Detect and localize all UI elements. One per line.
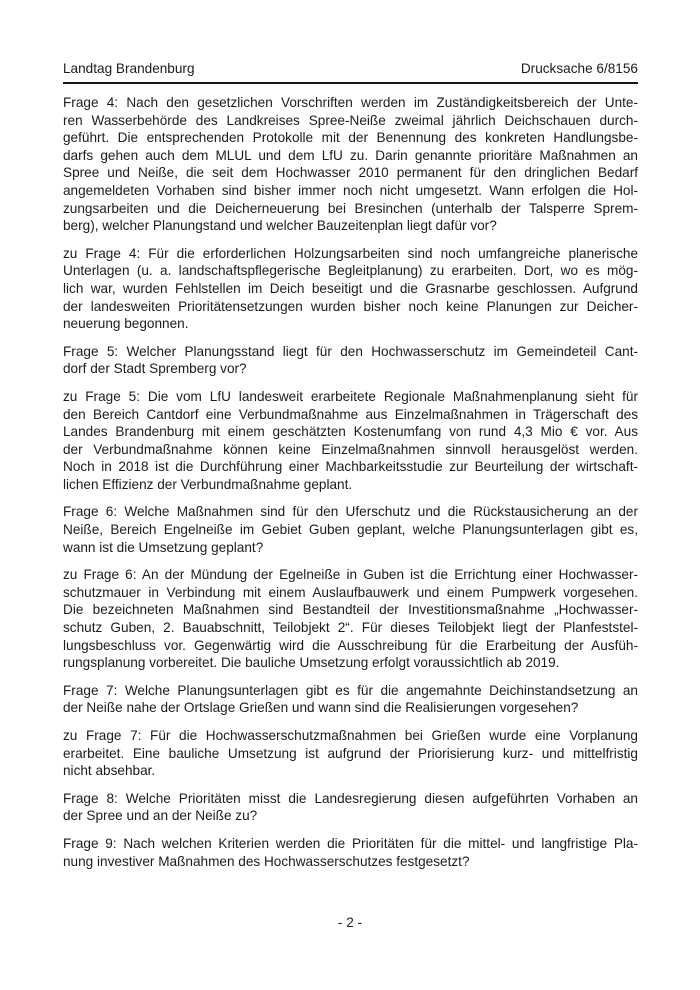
text-line: berg), welcher Planungstand und welcher Bauzeitenplan liegt dafür vor?	[63, 218, 497, 234]
text-line: schutzmauer in Verbindung mit einem Auslaufbauwerk und einem Pumpwerk vorgesehen.	[63, 584, 638, 600]
paragraph-antwort-frage-5	[63, 388, 638, 494]
page-number: - 2 -	[337, 915, 363, 930]
text-line: der Spree und an der Neiße zu?	[63, 808, 258, 824]
page-footer	[0, 915, 700, 930]
paragraph-antwort-frage-6	[63, 566, 638, 672]
header-document-number: Drucksache 6/8156	[520, 61, 638, 76]
text-line: dorf der Stadt Spremberg vor?	[63, 361, 247, 377]
text-line: Frage 6: Welche Maßnahmen sind für den Uferschutz und die Rückstausicherung an der	[63, 504, 638, 520]
text-line: den Bereich Cantdorf eine Verbundmaßnahme aus Einzelmaßnahmen in Trägerschaft des	[63, 406, 638, 422]
text-line: schutz Guben, 2. Bauabschnitt, Teilobjekt 2“. Für dieses Teilobjekt liegt der Planfeststel-	[63, 620, 638, 636]
page-header	[63, 61, 638, 84]
text-line: der Verbundmaßnahme können keine Einzelmaßnahmen sinnvoll herausgelöst werden.	[63, 441, 638, 457]
text-line: lichen Effizienz der Verbundmaßnahme geplant.	[63, 476, 353, 492]
text-line: geführt. Die entsprechenden Protokolle mit der Benennung des konkreten Handlungsbe-	[63, 130, 638, 146]
text-line: der landesweiten Prioritätensetzungen wurden bisher noch keine Planungen zur Deicher-	[63, 298, 638, 314]
paragraph-frage-5	[63, 343, 638, 378]
text-line: angemeldeten Vorhaben sind bisher immer noch nicht umgesetzt. Wann erfolgen die Hol-	[63, 182, 638, 198]
text-line: Frage 5: Welcher Planungsstand liegt für den Hochwasserschutz im Gemeindeteil Cant-	[63, 343, 638, 359]
text-line: lich war, wurden Fehlstellen im Deich beseitigt und die Grasnarbe geschlossen. Aufgrund	[63, 280, 638, 296]
paragraph-frage-4	[63, 94, 638, 235]
text-line: Die bezeichneten Maßnahmen sind Bestandteil der Investitionsmaßnahme „Hochwasser-	[63, 602, 638, 618]
paragraph-frage-9	[63, 835, 638, 870]
text-line: Frage 9: Nach welchen Kriterien werden die Prioritäten für die mittel- und langfristige Pla-	[63, 835, 638, 851]
paragraph-antwort-frage-7	[63, 727, 638, 780]
header-institution: Landtag Brandenburg	[63, 61, 195, 76]
text-line: zungsarbeiten und die Deicherneuerung bei Bresinchen (unterhalb der Talsperre Sprem-	[63, 200, 638, 216]
text-line: Noch in 2018 ist die Durchführung einer Machbarkeitsstudie zur Beurteilung der wirtschaft-	[63, 459, 638, 475]
text-line: Frage 8: Welche Prioritäten misst die Landesregierung diesen aufgeführten Vorhaben an	[63, 790, 638, 806]
text-line: zu Frage 7: Für die Hochwasserschutzmaßnahmen bei Grießen wurde eine Vorplanung	[63, 728, 638, 743]
text-line: erarbeitet. Eine bauliche Umsetzung ist aufgrund der Priorisierung kurz- und mittelfristig	[63, 745, 638, 761]
text-line: darfs gehen auch dem MLUL und dem LfU zu. Darin genannte prioritäre Maßnahmen an	[63, 147, 638, 163]
paragraph-frage-8	[63, 790, 638, 825]
paragraph-antwort-frage-4	[63, 245, 638, 333]
text-line: Unterlagen (u. a. landschaftspflegerische Begleitplanung) zu erarbeiten. Dort, wo es mög-	[63, 263, 638, 279]
document-body	[63, 94, 638, 870]
text-line: Neiße, Bereich Engelneiße im Gebiet Guben geplant, welche Planungsunterlagen gibt es,	[63, 522, 638, 538]
text-line: ren Wasserbehörde des Landkreises Spree-Neiße zweimal jährlich Deichschauen durch-	[63, 112, 638, 128]
text-line: rungsplanung vorbereitet. Die bauliche Umsetzung erfolgt voraussichtlich ab 2019.	[63, 655, 560, 671]
text-line: zu Frage 5: Die vom LfU landesweit erarbeitete Regionale Maßnahmenplanung sieht für	[63, 388, 638, 404]
text-line: nicht absehbar.	[63, 763, 156, 779]
paragraph-frage-6	[63, 503, 638, 556]
text-line: lungsbeschluss vor. Gegenwärtig wird die Ausschreibung für die Erarbeitung der Ausfüh-	[63, 637, 638, 653]
text-line: zu Frage 6: An der Mündung der Egelneiße in Guben ist die Errichtung einer Hochwasser-	[63, 567, 638, 583]
text-line: Landes Brandenburg mit einem geschätzten Kostenumfang von rund 4,3 Mio € vor. Aus	[63, 424, 638, 440]
text-line: Spree und Neiße, die seit dem Hochwasser 2010 permanent für den dringlichen Bedarf	[63, 165, 638, 181]
text-line: Frage 4: Nach den gesetzlichen Vorschriften werden im Zuständigkeitsbereich der Unte-	[63, 95, 638, 110]
paragraph-frage-7	[63, 682, 638, 717]
text-line: zu Frage 4: Für die erforderlichen Holzungsarbeiten sind noch umfangreiche planerische	[63, 245, 638, 261]
text-line: neuerung begonnen.	[63, 316, 189, 332]
text-line: wann ist die Umsetzung geplant?	[63, 539, 264, 555]
text-line: der Neiße nahe der Ortslage Grießen und wann sind die Realisierungen vorgesehen?	[63, 700, 579, 716]
text-line: nung investiver Maßnahmen des Hochwasserschutzes festgesetzt?	[63, 853, 470, 869]
text-line: Frage 7: Welche Planungsunterlagen gibt es für die angemahnte Deichinstandsetzung an	[63, 682, 638, 698]
